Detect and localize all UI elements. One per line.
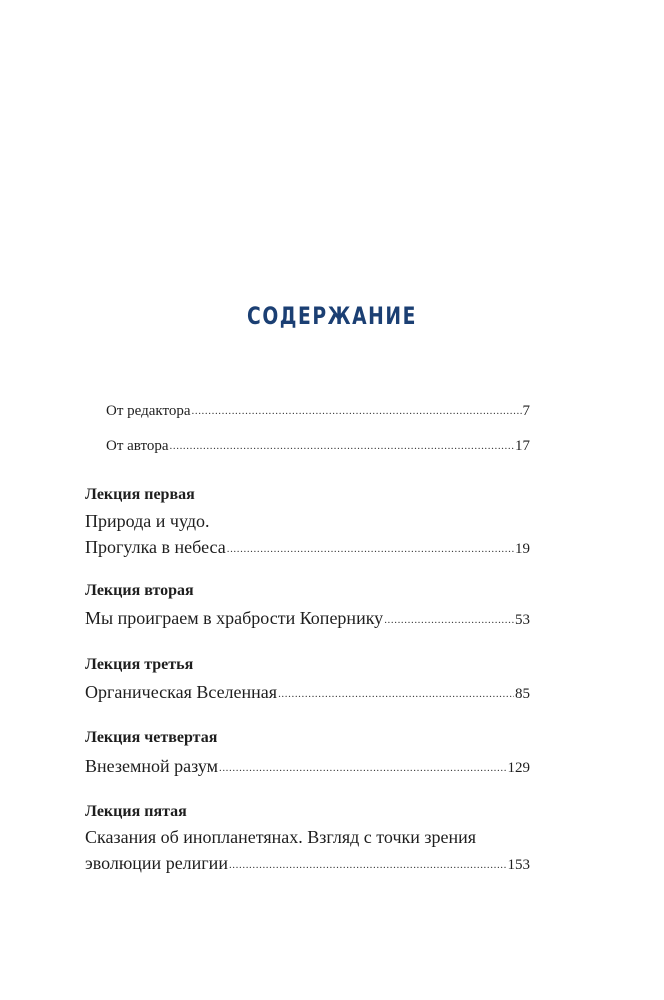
toc-entry-author[interactable] (106, 435, 530, 455)
toc-entry-lecture-1[interactable] (85, 535, 530, 558)
toc-page-number: 7 (522, 403, 530, 419)
dot-leader (192, 400, 522, 415)
toc-page-number: 85 (515, 686, 530, 702)
toc-entry-label: От редактора (106, 403, 191, 419)
toc-page-number: 153 (507, 857, 530, 873)
lecture-heading: Лекция пятая (85, 803, 187, 820)
toc-entry-lecture-4[interactable] (85, 754, 530, 777)
toc-page-number: 129 (507, 760, 530, 776)
dot-leader (219, 754, 507, 772)
toc-entry-editor[interactable] (106, 400, 530, 420)
dot-leader (229, 851, 507, 869)
dot-leader (278, 680, 514, 698)
toc-entry-lecture-3[interactable] (85, 680, 530, 703)
lecture-heading: Лекция вторая (85, 582, 194, 599)
lecture-heading: Лекция третья (85, 656, 194, 673)
toc-entry-lecture-5[interactable] (85, 851, 530, 874)
lecture-heading: Лекция четвертая (85, 729, 218, 746)
toc-entry-label: От автора (106, 438, 169, 454)
dot-leader (170, 435, 514, 450)
toc-page-number: 53 (515, 612, 530, 628)
toc-entry-line: Природа и чудо. (85, 511, 210, 531)
toc-entry-label: Органическая Вселенная (85, 682, 278, 702)
toc-page-number: 17 (515, 438, 530, 454)
toc-entry-label: Мы проиграем в храбрости Копернику (85, 608, 384, 628)
toc-entry-label: Прогулка в небеса (85, 537, 226, 557)
lecture-heading: Лекция первая (85, 486, 195, 503)
page-title: СОДЕРЖАНИЕ (247, 302, 417, 330)
toc-entry-label: эволюции религии (85, 853, 228, 873)
toc-entry-line: Сказания об инопланетянах. Взгляд с точки зрения (85, 827, 477, 847)
toc-entry-label: Внеземной разум (85, 756, 218, 776)
toc-page-number: 19 (515, 541, 530, 557)
dot-leader (227, 535, 514, 553)
toc-entry-lecture-2[interactable] (85, 606, 530, 629)
dot-leader (384, 606, 514, 624)
